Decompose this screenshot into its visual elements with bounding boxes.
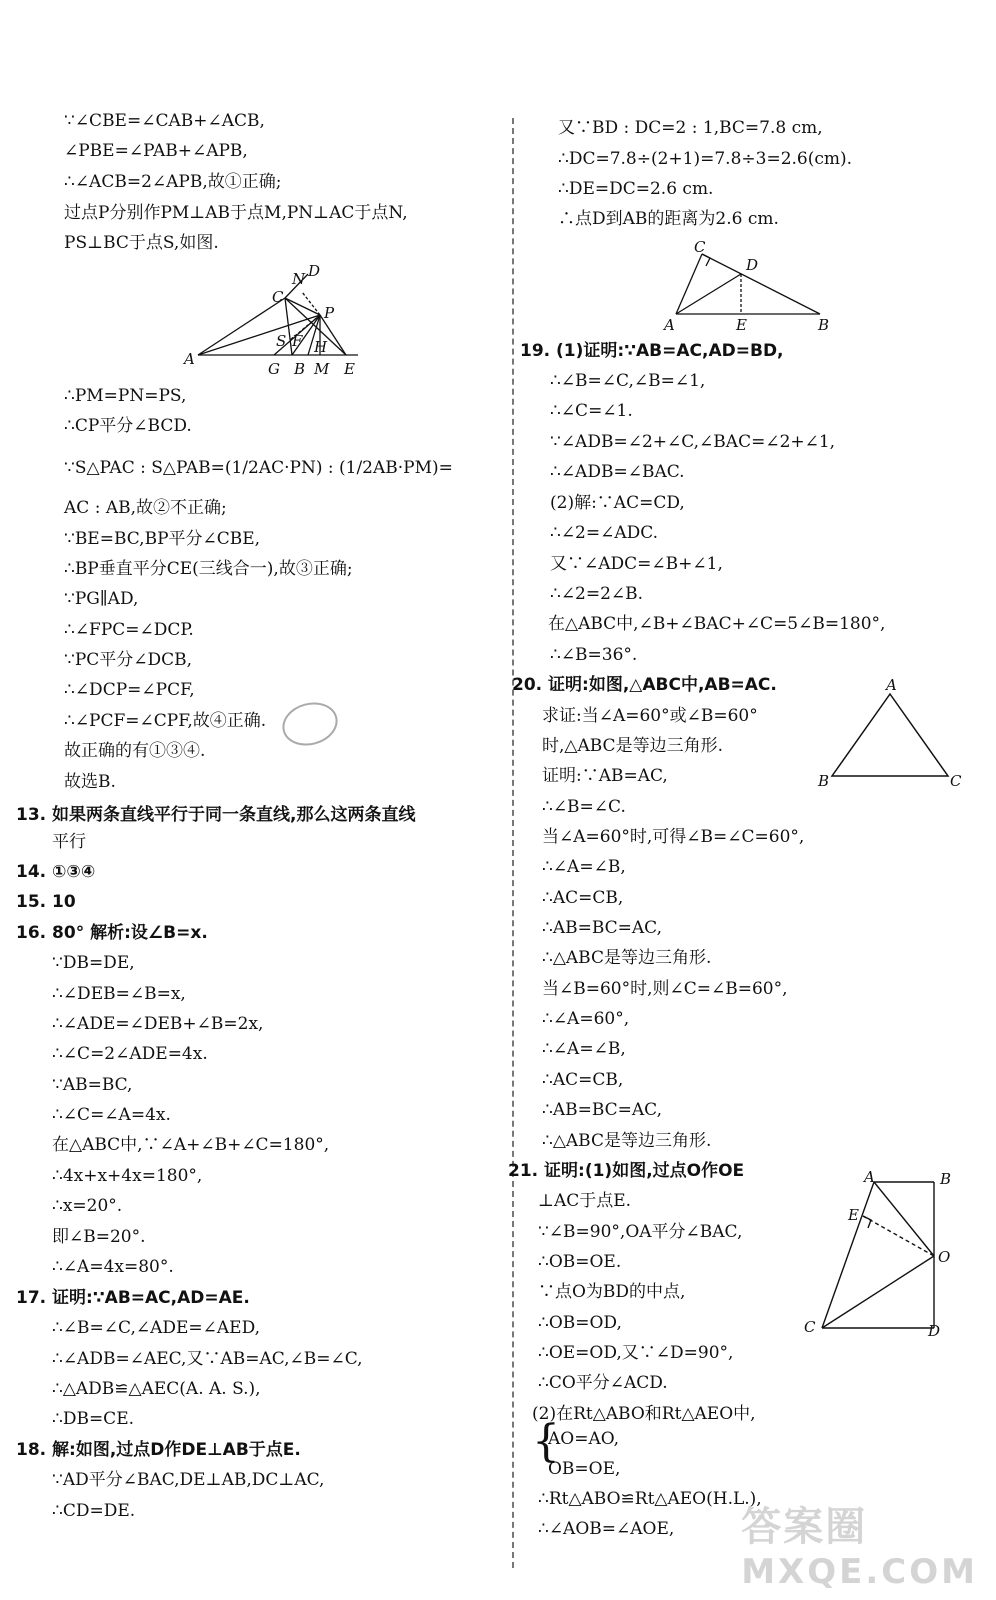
label-C: C bbox=[694, 238, 706, 256]
text-line: AO=AO, bbox=[548, 1429, 620, 1449]
text-line: ∴∠B=∠C. bbox=[542, 797, 626, 817]
stamp-mark bbox=[278, 696, 343, 751]
text-line: ∴∠DEB=∠B=x, bbox=[52, 984, 186, 1004]
text-line: ∵BE=BC,BP平分∠CBE, bbox=[64, 529, 261, 549]
figure-18-diagram bbox=[658, 238, 838, 338]
question-19: 19. (1)证明:∵AB=AC,AD=BD, bbox=[520, 341, 784, 361]
text-line: 在△ABC中,∠B+∠BAC+∠C=5∠B=180°, bbox=[548, 614, 886, 634]
text-line: ∵∠ADB=∠2+∠C,∠BAC=∠2+∠1, bbox=[550, 432, 836, 452]
label-A: A bbox=[886, 676, 897, 694]
text-line: ∴OE=OD,又∵∠D=90°, bbox=[538, 1343, 734, 1363]
text-line: 又∵∠ADC=∠B+∠1, bbox=[550, 554, 723, 574]
text-line: ∴∠A=∠B, bbox=[542, 857, 626, 877]
text-line: 证明:∵AB=AC, bbox=[542, 766, 668, 786]
text-line: ∴∠2=2∠B. bbox=[550, 584, 644, 604]
text-line: ∵PC平分∠DCB, bbox=[64, 650, 193, 670]
text-line: 时,△ABC是等边三角形. bbox=[542, 736, 723, 756]
label-H: H bbox=[314, 338, 328, 356]
text-line: ∴∠ADB=∠BAC. bbox=[550, 462, 685, 482]
text-line: ∴∠ADB=∠AEC,又∵AB=AC,∠B=∠C, bbox=[52, 1349, 363, 1369]
label-P: P bbox=[324, 304, 335, 322]
label-C: C bbox=[950, 772, 962, 790]
text-line: ∴x=20°. bbox=[52, 1196, 123, 1216]
column-divider bbox=[512, 118, 514, 1568]
text-line: ∵DB=DE, bbox=[52, 953, 135, 973]
label-G: G bbox=[268, 360, 280, 378]
question-20: 20. 证明:如图,△ABC中,AB=AC. bbox=[512, 675, 777, 695]
text-line: ∴∠2=∠ADC. bbox=[550, 523, 659, 543]
text-line: ∴AB=BC=AC, bbox=[542, 918, 662, 938]
question-13: 13. 如果两条直线平行于同一条直线,那么这两条直线 bbox=[16, 805, 416, 825]
text-line: ∴∠ADE=∠DEB+∠B=2x, bbox=[52, 1014, 264, 1034]
label-O: O bbox=[938, 1248, 951, 1266]
question-16: 16. 80° 解析:设∠B=x. bbox=[16, 923, 208, 943]
text-line: ∴△ADB≌△AEC(A. A. S.), bbox=[52, 1379, 261, 1399]
text-line: 即∠B=20°. bbox=[52, 1227, 146, 1247]
text-line: (2)解:∵AC=CD, bbox=[550, 493, 685, 513]
text-line: ∴CP平分∠BCD. bbox=[64, 416, 192, 436]
text-line: ∴∠A=4x=80°. bbox=[52, 1257, 174, 1277]
label-B: B bbox=[818, 772, 830, 790]
text-line: ∴OB=OE. bbox=[538, 1252, 622, 1272]
system-brace: { bbox=[532, 1416, 560, 1467]
watermark bbox=[741, 1495, 978, 1592]
text-line: AC : AB,故②不正确; bbox=[64, 498, 227, 518]
text-line: ∴∠A=∠B, bbox=[542, 1039, 626, 1059]
text-line: ∴点D到AB的距离为2.6 cm. bbox=[558, 209, 779, 229]
text-line: ∴△ABC是等边三角形. bbox=[542, 948, 712, 968]
label-S: S bbox=[276, 332, 287, 350]
text-line: ∴DC=7.8÷(2+1)=7.8÷3=2.6(cm). bbox=[558, 149, 853, 169]
label-E: E bbox=[848, 1206, 859, 1224]
text-line: ∵S△PAC : S△PAB=(1/2AC·PN) : (1/2AB·PM)= bbox=[64, 458, 453, 478]
text-line: ∴OB=OD, bbox=[538, 1313, 622, 1333]
text-line: ∴AB=BC=AC, bbox=[542, 1100, 662, 1120]
question-18: 18. 解:如图,过点D作DE⊥AB于点E. bbox=[16, 1440, 301, 1460]
watermark-en: MXQE.COM bbox=[741, 1552, 978, 1592]
label-A: A bbox=[664, 316, 675, 334]
text-line: 平行 bbox=[52, 832, 86, 852]
text-line: ∴∠PCF=∠CPF,故④正确. bbox=[64, 711, 267, 731]
text-line: ∴4x+x+4x=180°, bbox=[52, 1166, 203, 1186]
figure-12-diagram bbox=[180, 262, 420, 382]
text-line: ∵点O为BD的中点, bbox=[538, 1282, 686, 1302]
text-line: 求证:当∠A=60°或∠B=60° bbox=[542, 706, 758, 726]
text-line: ∴Rt△ABO≌Rt△AEO(H.L.), bbox=[538, 1489, 762, 1509]
text-line: 又∵BD : DC=2 : 1,BC=7.8 cm, bbox=[558, 118, 823, 138]
text-line: ⊥AC于点E. bbox=[538, 1191, 632, 1211]
label-M: M bbox=[314, 360, 330, 378]
text-line: ∴PM=PN=PS, bbox=[64, 386, 187, 406]
figure-20-triangle bbox=[810, 672, 970, 792]
text-line: ∴BP垂直平分CE(三线合一),故③正确; bbox=[64, 559, 353, 579]
text-line: PS⊥BC于点S,如图. bbox=[64, 233, 219, 253]
label-E: E bbox=[344, 360, 355, 378]
label-C: C bbox=[804, 1318, 816, 1336]
question-21: 21. 证明:(1)如图,过点O作OE bbox=[508, 1161, 745, 1181]
label-A: A bbox=[184, 350, 195, 368]
text-line: 在△ABC中,∵∠A+∠B+∠C=180°, bbox=[52, 1135, 330, 1155]
text-line: ∵PG∥AD, bbox=[64, 589, 139, 609]
text-line: 当∠A=60°时,可得∠B=∠C=60°, bbox=[542, 827, 805, 847]
text-line: ∴∠C=∠1. bbox=[550, 401, 633, 421]
text-line: ∴∠B=36°. bbox=[550, 645, 638, 665]
text-line: 故正确的有①③④. bbox=[64, 741, 206, 761]
label-B: B bbox=[940, 1170, 952, 1188]
text-line: ∵AD平分∠BAC,DE⊥AB,DC⊥AC, bbox=[52, 1470, 325, 1490]
text-line: ∴∠B=∠C,∠ADE=∠AED, bbox=[52, 1318, 261, 1338]
text-line: ∴∠B=∠C,∠B=∠1, bbox=[550, 371, 706, 391]
text-line: OB=OE, bbox=[548, 1459, 621, 1479]
label-A: A bbox=[864, 1168, 875, 1186]
question-15: 15. 10 bbox=[16, 892, 76, 912]
text-line: ∴CO平分∠ACD. bbox=[538, 1373, 668, 1393]
text-line: ∴∠DCP=∠PCF, bbox=[64, 680, 195, 700]
text-line: 过点P分别作PM⊥AB于点M,PN⊥AC于点N, bbox=[64, 203, 408, 223]
figure-21-diagram bbox=[800, 1160, 976, 1350]
text-line: ∴DB=CE. bbox=[52, 1409, 135, 1429]
question-14: 14. ①③④ bbox=[16, 862, 96, 882]
text-line: ∴DE=DC=2.6 cm. bbox=[558, 179, 714, 199]
text-line: ∴CD=DE. bbox=[52, 1501, 136, 1521]
watermark-cn: 答案圈 bbox=[741, 1504, 868, 1550]
label-N: N bbox=[292, 270, 306, 288]
label-D: D bbox=[308, 262, 321, 280]
label-D: D bbox=[746, 256, 759, 274]
label-E: E bbox=[736, 316, 747, 334]
label-C: C bbox=[272, 288, 284, 306]
text-line: 当∠B=60°时,则∠C=∠B=60°, bbox=[542, 979, 788, 999]
text-line: ∴∠A=60°, bbox=[542, 1009, 630, 1029]
question-17: 17. 证明:∵AB=AC,AD=AE. bbox=[16, 1288, 250, 1308]
label-B: B bbox=[818, 316, 830, 334]
text-line: ∴∠AOB=∠AOE, bbox=[538, 1519, 675, 1539]
label-D: D bbox=[928, 1322, 941, 1340]
text-line: ∴∠FPC=∠DCP. bbox=[64, 620, 194, 640]
text-line: ∴AC=CB, bbox=[542, 888, 624, 908]
label-F: F bbox=[292, 332, 303, 350]
text-line: ∴△ABC是等边三角形. bbox=[542, 1131, 712, 1151]
text-line: ∠PBE=∠PAB+∠APB, bbox=[64, 141, 248, 161]
text-line: ∵AB=BC, bbox=[52, 1075, 133, 1095]
text-line: 故选B. bbox=[64, 772, 116, 792]
text-line: ∴∠C=2∠ADE=4x. bbox=[52, 1044, 208, 1064]
text-line: ∵∠B=90°,OA平分∠BAC, bbox=[538, 1222, 743, 1242]
text-line: ∴∠C=∠A=4x. bbox=[52, 1105, 171, 1125]
text-line: ∴∠ACB=2∠APB,故①正确; bbox=[64, 172, 282, 192]
text-line: ∴AC=CB, bbox=[542, 1070, 624, 1090]
text-line: (2)在Rt△ABO和Rt△AEO中, bbox=[532, 1404, 756, 1424]
label-B: B bbox=[294, 360, 306, 378]
text-line: ∵∠CBE=∠CAB+∠ACB, bbox=[64, 111, 265, 131]
